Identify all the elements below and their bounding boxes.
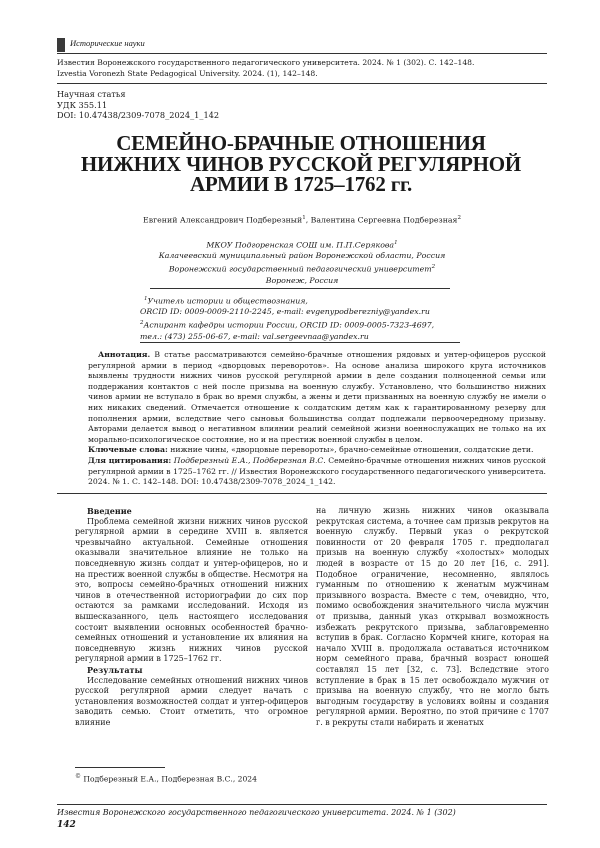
journal-en: Izvestia Voronezh State Pedagogical University. 2024. (1), 142–148.	[57, 69, 547, 80]
footnote-text: Подберезный Е.А., Подберезная В.С., 2024	[81, 775, 257, 784]
citation-label: Для цитирования:	[88, 456, 171, 465]
contacts	[140, 294, 480, 342]
affiliation	[57, 276, 547, 287]
udc: УДК 355.11	[57, 100, 219, 111]
right-paragraph: на личную жизнь нижних чинов оказывала рекрутская система, а точнее сам призыв рекрутов на военную службу. Первый указ о рекрутской повинности от 20 февраля 1705 г. предполагал призыв на военную службу «холостых» молодых людей в возрасте от 15 до 20 лет [16, с. 291]. Подобное ограничение, несомненно, являлось гуманным по отношению к женатым мужчинам призывного возраста. Вместе с тем, очевидно, что, помимо освобождения значительного числа мужчин от призыва, данный указ открывал возможность избежать рекрутского призыва, заблаговременно вступив в брак. Согласно Кормчей книге, которая на начало XVIII в. продолжала оставаться источником норм семейного права, брачный возраст юношей составлял 15 лет [32, с. 73]. Вследствие этого вступление в брак в 15 лет освобождало мужчин от призыва на военную службу, что не могло быть выгодным государству в условиях войны и создания регулярной армии. Вероятно, по этой причине с 1707 г. в рекруты стали набирать и женатых	[316, 506, 549, 728]
right-column	[316, 506, 549, 728]
author-2-sup: 2	[457, 215, 461, 221]
intro-heading: Введение	[75, 506, 308, 517]
doi: DOI: 10.47438/2309-7078_2024_1_142	[57, 110, 219, 121]
affiliation-text: Воронежский государственный педагогический университет	[169, 265, 432, 274]
contact-sup: 1	[144, 296, 148, 302]
abstract-block	[88, 350, 546, 488]
intro-paragraph: Проблема семейной жизни нижних чинов русской регулярной армии в середине XVIII в. является чрезвычайно актуальной. Семейные отношения оказывали значительное влияние не только на повседневную жизнь солдат и унтер-офицеров, но и на престиж военной службы в обществе. Несмотря на это, вопросы семейно-брачных отношений нижних чинов в отечественной историографии до сих пор остаются за рамками исследований. Исходя из вышесказанного, цель настоящего исследования состоит выявлении основных особенностей брачно-семейных отношений и установление их влияния на повседневную жизнь нижних чинов русской регулярной армии в 1725–1762 гг.	[75, 517, 308, 665]
contact-position: Аспирант кафедры истории России, ORCID ID: 0009-0005-7323-4697,	[144, 321, 435, 330]
contacts-rule	[140, 342, 460, 343]
results-paragraph: Исследование семейных отношений нижних чинов русской регулярной армии следует начать с установления возможностей солдат и унтер-офицеров заводить семью. Стоит отметить, что огромное влияние	[75, 676, 308, 729]
left-column	[75, 506, 308, 728]
author-separator: ,	[306, 216, 311, 225]
citation-authors: Подберезный Е.А., Подберезная В.С.	[171, 456, 326, 465]
affiliation	[57, 262, 547, 275]
article-title	[60, 133, 542, 195]
affiliation	[57, 238, 547, 251]
article-type: Научная статья	[57, 89, 219, 100]
footnote-rule	[75, 767, 165, 768]
keywords	[88, 445, 546, 456]
footer-journal: Известия Воронежского государственного педагогического университета. 2024. № 1 (302)	[57, 808, 547, 817]
abstract-label: Аннотация.	[98, 350, 150, 359]
author-1-sup: 1	[302, 215, 306, 221]
title-line: НИЖНИХ ЧИНОВ РУССКОЙ РЕГУЛЯРНОЙ	[60, 154, 542, 175]
footnote	[75, 773, 257, 784]
section-marker	[57, 38, 65, 52]
affiliations	[57, 238, 547, 286]
citation-text: Семейно-брачные отношения нижних чинов русской регулярной армии в 1725–1762 гг. // Известия Воронежского государственного педагогического университета. 2024. № 1. С. 142–148. DOI: 10.47438/2309-7078_2024_1_142.	[88, 456, 546, 486]
affiliation	[57, 251, 547, 262]
abstract-rule	[57, 493, 547, 494]
keywords-text: нижние чины, «дворцовые перевороты», брачно-семейные отношения, солдатские дети.	[168, 445, 534, 454]
journal-info	[57, 58, 547, 79]
affiliation-text: Калачеевский муниципальный район Воронежской области, Россия	[159, 251, 446, 260]
page-number: 142	[57, 820, 76, 830]
journal-rule	[57, 83, 547, 84]
contact-phone-email: тел.: (473) 255-06-67, e-mail: val.sergeevnaa@yandex.ru	[140, 332, 480, 343]
keywords-label: Ключевые слова:	[88, 445, 168, 454]
abstract-text: В статье рассматриваются семейно-брачные отношения рядовых и унтер-офицеров русской регулярной армии в период «дворцовых переворотов». На основе анализа широкого круга источников выявлены трудности нижних чинов русской регулярной армии в деле создания полноценной семьи или поддержания контактов с ней после призыва на военную службу. Установлено, что большинство нижних чинов армии не вступало в брак во время службы, а жены и дети призванных на военную службу не имели о них никаких сведений. Отмечается отношение к солдатским детям как к гарантированному резерву для пополнения армии, вследствие чего сыновья большинства солдат подлежали первоочередному призыву. Авторами делается вывод о негативном влиянии реалий семейной жизни военнослужащих не только на их морально-психологическое состояние, но и на престиж военной службы в целом.	[88, 350, 546, 444]
authors	[57, 215, 547, 225]
results-heading: Результаты	[75, 665, 308, 676]
journal-ru: Известия Воронежского государственного педагогического университета. 2024. № 1 (302). С. 142–148.	[57, 58, 547, 69]
contact-orcid-email: ORCID ID: 0009-0009-2110-2245, e-mail: evgenypodberezniy@yandex.ru	[140, 307, 480, 318]
abstract	[88, 350, 546, 445]
affiliation-text: Воронеж, Россия	[266, 276, 339, 285]
author-2: Валентина Сергеевна Подберезная	[311, 216, 458, 225]
affiliation-rule	[150, 288, 450, 289]
author-1: Евгений Александрович Подберезный	[143, 216, 302, 225]
header-rule	[57, 53, 547, 54]
article-info	[57, 89, 219, 121]
affiliation-sup: 2	[432, 264, 436, 270]
footer-rule	[57, 804, 547, 805]
contact-sup: 2	[140, 320, 144, 326]
copyright-sign: ©	[75, 773, 81, 780]
title-line: СЕМЕЙНО-БРАЧНЫЕ ОТНОШЕНИЯ	[60, 133, 542, 154]
section-label: Исторические науки	[70, 38, 145, 48]
affiliation-sup: 1	[394, 240, 398, 246]
citation	[88, 456, 546, 488]
title-line: АРМИИ В 1725–1762 гг.	[60, 174, 542, 195]
contact-position: Учитель истории и обществознания,	[148, 297, 308, 306]
affiliation-text: МКОУ Подгоренская СОШ им. П.П.Серякова	[206, 241, 394, 250]
